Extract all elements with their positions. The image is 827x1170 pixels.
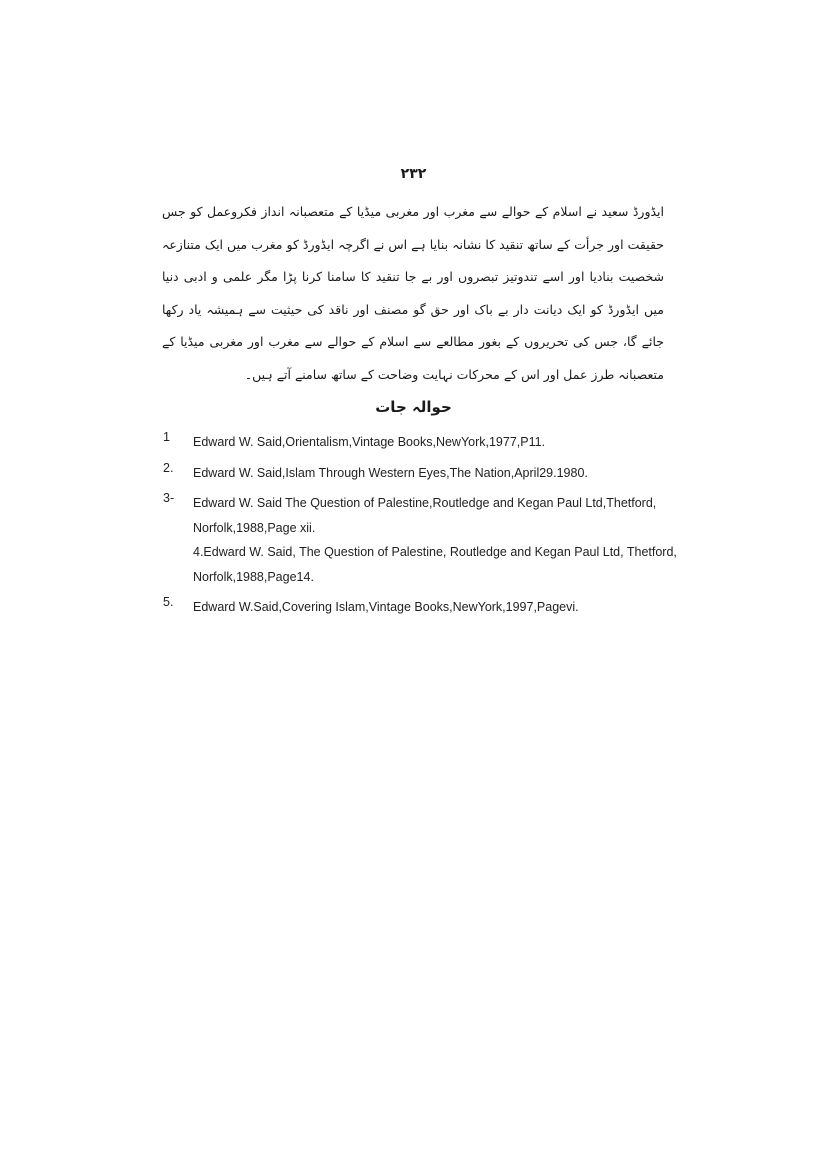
reference-number: 5. [163, 595, 174, 609]
reference-text: Edward W.Said,Covering Islam,Vintage Books,NewYork,1997,Pagevi. [193, 600, 579, 614]
reference-item-5 [163, 595, 683, 620]
reference-text: 4.Edward W. Said, The Question of Palestine, Routledge and Kegan Paul Ltd, Thetford, Norfolk,1988,Page14. [193, 545, 677, 584]
references-list [163, 430, 683, 620]
reference-number: 1 [163, 430, 170, 444]
reference-number: 2. [163, 460, 174, 475]
body-paragraph: ایڈورڈ سعید نے اسلام کے حوالے سے مغرب اور مغربی میڈیا کے متعصبانہ انداز فکروعمل کو جس حقیقت اور جرأت کے ساتھ تنقید کا نشانہ بنایا ہے اس نے اگرچہ ایڈورڈ کو مغرب میں ایک متنازعہ شخصیت بنادیا اور اسے تندوتیز تبصروں اور بے جا تنقید کا سامنا کرنا پڑا مگر علمی و ادبی دنیا میں ایڈورڈ کو ایک دیانت دار بے باک اور حق گو مصنف اور ناقد کی حیثیت سے ہمیشہ یاد رکھا جائے گا، جس کی تحریروں کے بغور مطالعے سے اسلام کے حوالے سے مغرب اور مغربی میڈیا کے متعصبانہ طرز عمل اور اس کے محرکات نہایت وضاحت کے ساتھ سامنے آتے ہیں۔ [162, 204, 664, 382]
page-number: ۲۳۲ [400, 166, 427, 182]
reference-item-4 [163, 540, 683, 589]
reference-text: Edward W. Said,Orientalism,Vintage Books,NewYork,1977,P11. [193, 435, 546, 449]
reference-text: Edward W. Said,Islam Through Western Eyes,The Nation,April29.1980. [193, 465, 588, 480]
reference-item-1 [163, 430, 683, 455]
reference-item-2 [163, 461, 683, 486]
references-heading: حوالہ جات [375, 398, 452, 416]
reference-number: 3- [163, 491, 175, 505]
reference-item-3 [163, 491, 683, 540]
reference-text: Edward W. Said The Question of Palestine,Routledge and Kegan Paul Ltd,Thetford, Norfolk,1988,Page xii. [193, 496, 657, 535]
